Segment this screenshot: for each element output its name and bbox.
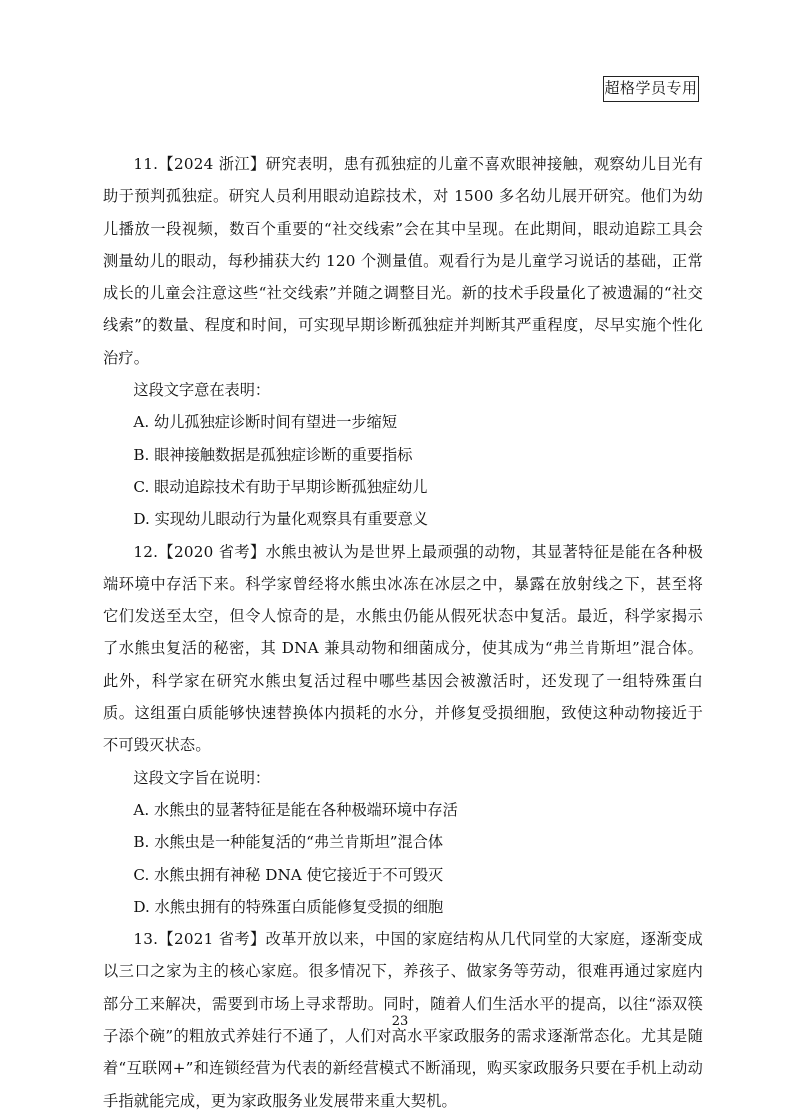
question-prompt: 这段文字旨在说明： [133, 768, 271, 787]
question-source-tag: 【2020 省考】 [158, 542, 266, 561]
option-a: A. 水熊虫的显著特征是能在各种极端环境中存活 [133, 800, 458, 819]
question-passage [103, 148, 703, 374]
option-b: B. 眼神接触数据是孤独症诊断的重要指标 [133, 445, 413, 464]
option-a: A. 幼儿孤独症诊断时间有望进一步缩短 [133, 413, 398, 432]
passage-text: 改革开放以来，中国的家庭结构从几代同堂的大家庭，逐渐变成以三口之家为主的核心家庭。很多情况下，养孩子、做家务等劳动，很难再通过家庭内部分工来解决，需要到市场上寻求帮助。同时，随着人们生活水平的提高，以往“添双筷子添个碗”的粗放式养娃行不通了，人们对高水平家政服务的需求逐渐常态化。尤其是随着“互联网+”和连锁经营为代表的新经营模式不断涌现，购买家政服务只要在手机上动动手指就能完成，更为家政服务业发展带来重大契机。 [103, 930, 703, 1110]
question-11 [103, 148, 703, 536]
question-number: 11. [133, 155, 159, 173]
question-number: 12. [133, 542, 159, 561]
question-prompt: 这段文字意在表明： [133, 381, 271, 400]
option-d: D. 水熊虫拥有的特殊蛋白质能修复受损的细胞 [133, 897, 444, 916]
question-source-tag: 【2024 浙江】 [158, 155, 266, 173]
page-number: 23 [391, 1014, 409, 1029]
passage-text: 研究表明，患有孤独症的儿童不喜欢眼神接触，观察幼儿目光有助于预判孤独症。研究人员利用眼动追踪技术，对 1500 多名幼儿展开研究。他们为幼儿播放一段视频，数百个重要的“社交线索”会在其中呈现。在此期间，眼动追踪工具会测量幼儿的眼动，每秒捕获大约 120 个测量值。观看行为是儿童学习说话的基础，正常成长的儿童会注意这些“社交线索”并随之调整目光。新的技术手段量化了被遗漏的“社交线索”的数量、程度和时间，可实现早期诊断孤独症并判断其严重程度，尽早实施个性化治疗。 [103, 155, 703, 367]
exclusive-badge: 超格学员专用 [603, 76, 699, 102]
option-b: B. 水熊虫是一种能复活的“弗兰肯斯坦”混合体 [133, 833, 444, 852]
question-passage [103, 536, 703, 762]
question-source-tag: 【2021 省考】 [158, 930, 266, 949]
question-12 [103, 536, 703, 924]
option-c: C. 眼动追踪技术有助于早期诊断孤独症幼儿 [133, 477, 428, 496]
option-c: C. 水熊虫拥有神秘 DNA 使它接近于不可毁灭 [133, 865, 444, 884]
question-number: 13. [133, 930, 159, 949]
passage-text: 水熊虫被认为是世界上最顽强的动物，其显著特征是能在各种极端环境中存活下来。科学家曾经将水熊虫冰冻在冰层之中，暴露在放射线之下，甚至将它们发送至太空，但令人惊奇的是，水熊虫仍能从假死状态中复活。最近，科学家揭示了水熊虫复活的秘密，其 DNA 兼具动物和细菌成分，使其成为“弗兰肯斯坦”混合体。此外，科学家在研究水熊虫复活过程中哪些基因会被激活时，还发现了一组特殊蛋白质。这组蛋白质能够快速替换体内损耗的水分，并修复受损细胞，致使这种动物接近于不可毁灭状态。 [103, 542, 703, 755]
question-content [103, 148, 703, 1117]
option-d: D. 实现幼儿眼动行为量化观察具有重要意义 [133, 510, 429, 529]
